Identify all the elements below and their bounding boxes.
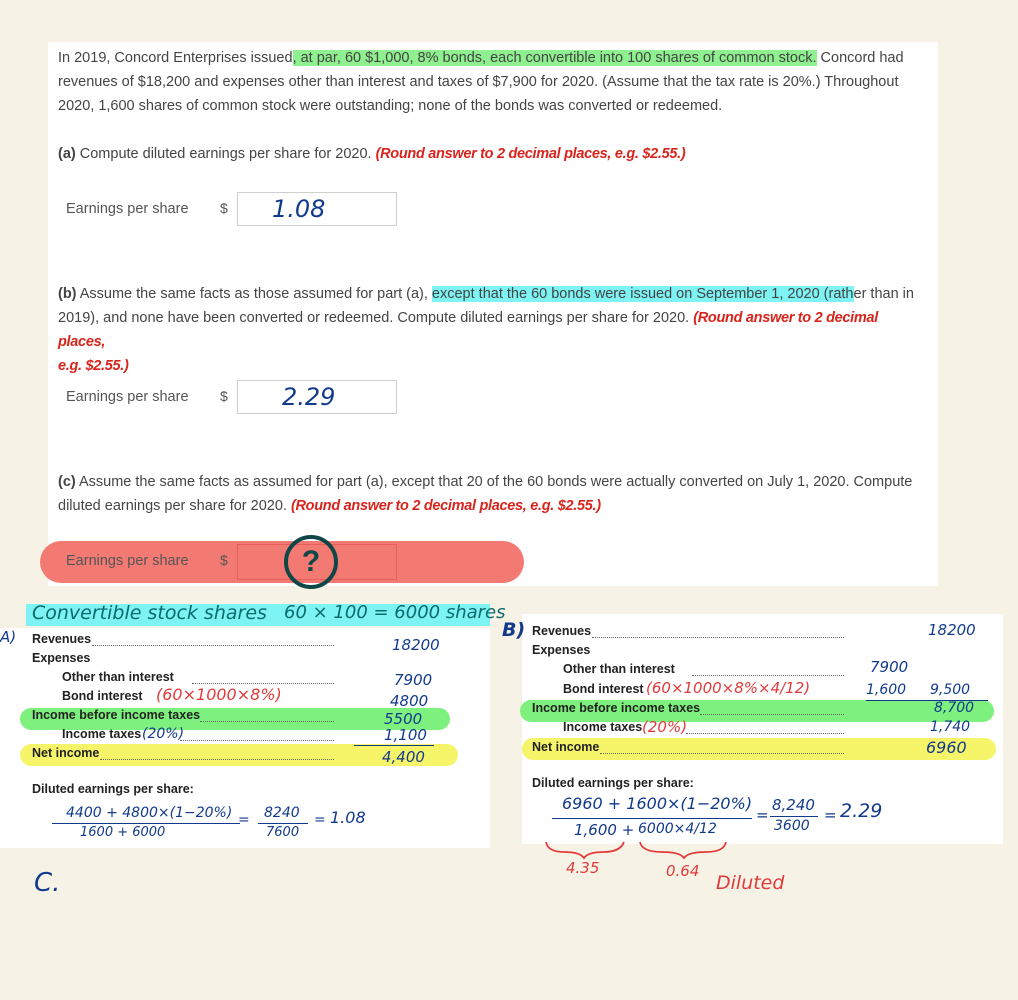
eps-denominator: 1600 + 6000 xyxy=(80,825,166,840)
eps-fraction-num: 8240 xyxy=(264,805,300,821)
income-tax-label: Income taxes xyxy=(563,720,643,734)
ibt-value: 5500 xyxy=(384,710,423,728)
brace-right xyxy=(640,842,726,858)
highlighted-text: except that the 60 bonds were issued on September 1, 2020 (rath xyxy=(431,286,854,302)
diluted-note: Diluted xyxy=(716,872,785,894)
net-income-value: 4,400 xyxy=(382,748,425,766)
eps-result: 1.08 xyxy=(330,808,366,827)
mark-a: A) xyxy=(0,628,17,646)
eps-label-a: Earnings per share xyxy=(66,201,189,217)
part-c-prompt xyxy=(58,470,926,518)
fraction-bar xyxy=(552,818,752,819)
eps-fraction-den: 3600 xyxy=(774,818,810,834)
equals-sign: = xyxy=(824,806,837,824)
answer-input-b[interactable] xyxy=(237,380,397,414)
prompt-text: Assume the same facts as those assumed for part (a), xyxy=(76,286,432,302)
revenues-value: 18200 xyxy=(928,621,976,639)
prompt-text: 2019), and none have been converted or redeemed. Compute diluted earnings per share for 2020. xyxy=(58,310,694,326)
ibt-value: 8,700 xyxy=(934,700,975,716)
leader-dots xyxy=(700,714,844,715)
rounding-note: (Round answer to 2 decimal places, e.g. $2.55.) xyxy=(290,498,601,514)
part-a-prompt xyxy=(58,142,926,166)
income-tax-value: 1,740 xyxy=(930,719,971,735)
brace-value-a: 4.35 xyxy=(566,859,600,877)
expenses-label: Expenses xyxy=(532,643,591,657)
revenues-label: Revenues xyxy=(532,624,592,638)
equals-sign: = xyxy=(756,806,769,824)
diluted-eps-label: Diluted earnings per share: xyxy=(32,782,194,796)
problem-text: In 2019, Concord Enterprises issued xyxy=(58,50,293,66)
bond-interest-note: (60×1000×8%) xyxy=(156,685,282,704)
prompt-text: er than in xyxy=(853,286,914,302)
fraction-bar xyxy=(770,816,818,817)
prompt-text: Compute diluted earnings per share for 2020. xyxy=(75,146,376,162)
net-income-label: Net income xyxy=(32,746,100,760)
dollar-sign: $ xyxy=(220,388,228,404)
part-tag: (a) xyxy=(58,146,76,162)
ibt-label: Income before income taxes xyxy=(532,701,701,715)
leader-dots xyxy=(192,683,334,684)
fraction-bar xyxy=(52,823,240,824)
rounding-note: (Round answer to 2 decimal places, xyxy=(58,310,878,350)
eps-numerator: 6960 + 1600×(1−20%) xyxy=(562,794,753,813)
leader-dots xyxy=(686,733,844,734)
eps-label-b: Earnings per share xyxy=(66,389,189,405)
part-tag: (c) xyxy=(58,474,76,490)
answer-value: 2.29 xyxy=(282,383,336,411)
income-tax-value: 1,100 xyxy=(384,726,427,744)
eps-denominator-a: 1,600 + xyxy=(574,821,635,839)
net-income-value: 6960 xyxy=(926,738,967,757)
answer-input-a[interactable] xyxy=(237,192,397,226)
other-interest-label: Other than interest xyxy=(62,670,174,684)
revenues-label: Revenues xyxy=(32,632,92,646)
ibt-label: Income before income taxes xyxy=(32,708,201,722)
other-interest-value: 7900 xyxy=(870,658,909,676)
mark-b: B) xyxy=(502,619,526,641)
eps-label-c: Earnings per share xyxy=(66,553,189,569)
income-tax-label: Income taxes xyxy=(62,727,142,741)
dollar-sign: $ xyxy=(220,200,228,216)
eps-denominator-b: 6000×4/12 xyxy=(638,821,717,837)
leader-dots xyxy=(200,721,334,722)
prompt-text: diluted earnings per share for 2020. xyxy=(58,498,291,514)
part-tag: (b) xyxy=(58,286,77,302)
leader-dots xyxy=(600,753,844,754)
net-income-label: Net income xyxy=(532,740,600,754)
eps-fraction-den: 7600 xyxy=(266,825,300,840)
problem-statement xyxy=(58,46,926,118)
brace-left xyxy=(546,842,624,858)
bond-interest-label: Bond interest xyxy=(62,689,143,703)
rounding-note: (Round answer to 2 decimal places, e.g. $2.55.) xyxy=(375,146,686,162)
eps-result: 2.29 xyxy=(840,800,883,822)
brace-value-b: 0.64 xyxy=(666,862,700,880)
leader-dots xyxy=(92,645,334,646)
expenses-label: Expenses xyxy=(32,651,91,665)
bond-interest-value: 1,600 xyxy=(866,682,907,698)
diluted-eps-label: Diluted earnings per share: xyxy=(532,776,694,790)
highlighted-text: , at par, 60 $1,000, 8% bonds, each convertible into 100 shares of common stock. xyxy=(292,50,817,66)
leader-dots xyxy=(692,675,844,676)
other-interest-label: Other than interest xyxy=(563,662,675,676)
eps-fraction-num: 8,240 xyxy=(772,796,815,814)
sum-rule xyxy=(354,745,434,746)
problem-text: 2020, 1,600 shares of common stock were outstanding; none of the bonds was converted or redeemed. xyxy=(58,98,723,114)
income-tax-note: (20%) xyxy=(142,726,185,742)
income-tax-note: (20%) xyxy=(642,718,688,736)
convertible-calc: 60 × 100 = 6000 shares xyxy=(284,602,506,623)
rounding-note: e.g. $2.55.) xyxy=(58,358,129,374)
answer-value: 1.08 xyxy=(272,195,326,223)
bond-interest-label: Bond interest xyxy=(563,682,644,696)
leader-dots xyxy=(100,759,334,760)
prompt-text: Assume the same facts as assumed for part (a), except that 20 of the 60 bonds were actually converted on July 1, 2020. Compute xyxy=(75,474,913,490)
equals-sign: = xyxy=(314,812,326,828)
other-interest-value: 7900 xyxy=(394,671,433,689)
eps-numerator: 4400 + 4800×(1−20%) xyxy=(66,805,233,821)
problem-text: revenues of $18,200 and expenses other than interest and taxes of $7,900 for 2020. (Assume that the tax rate is 20%.) Throughout xyxy=(58,74,899,90)
leader-dots xyxy=(180,740,334,741)
convertible-label: Convertible stock shares xyxy=(32,602,267,624)
bond-interest-value: 4800 xyxy=(390,692,429,710)
brace-annotations xyxy=(540,838,730,860)
total-expenses-value: 9,500 xyxy=(930,682,971,698)
question-mark-icon: ? xyxy=(284,535,338,589)
dollar-sign: $ xyxy=(220,552,228,568)
bond-interest-note: (60×1000×8%×4/12) xyxy=(646,679,811,697)
leader-dots xyxy=(592,637,844,638)
fraction-bar xyxy=(258,823,308,824)
problem-text: Concord had xyxy=(816,50,904,66)
revenues-value: 18200 xyxy=(392,636,440,654)
part-b-prompt xyxy=(58,282,926,378)
equals-sign: = xyxy=(238,812,250,828)
mark-c: C. xyxy=(34,868,61,898)
